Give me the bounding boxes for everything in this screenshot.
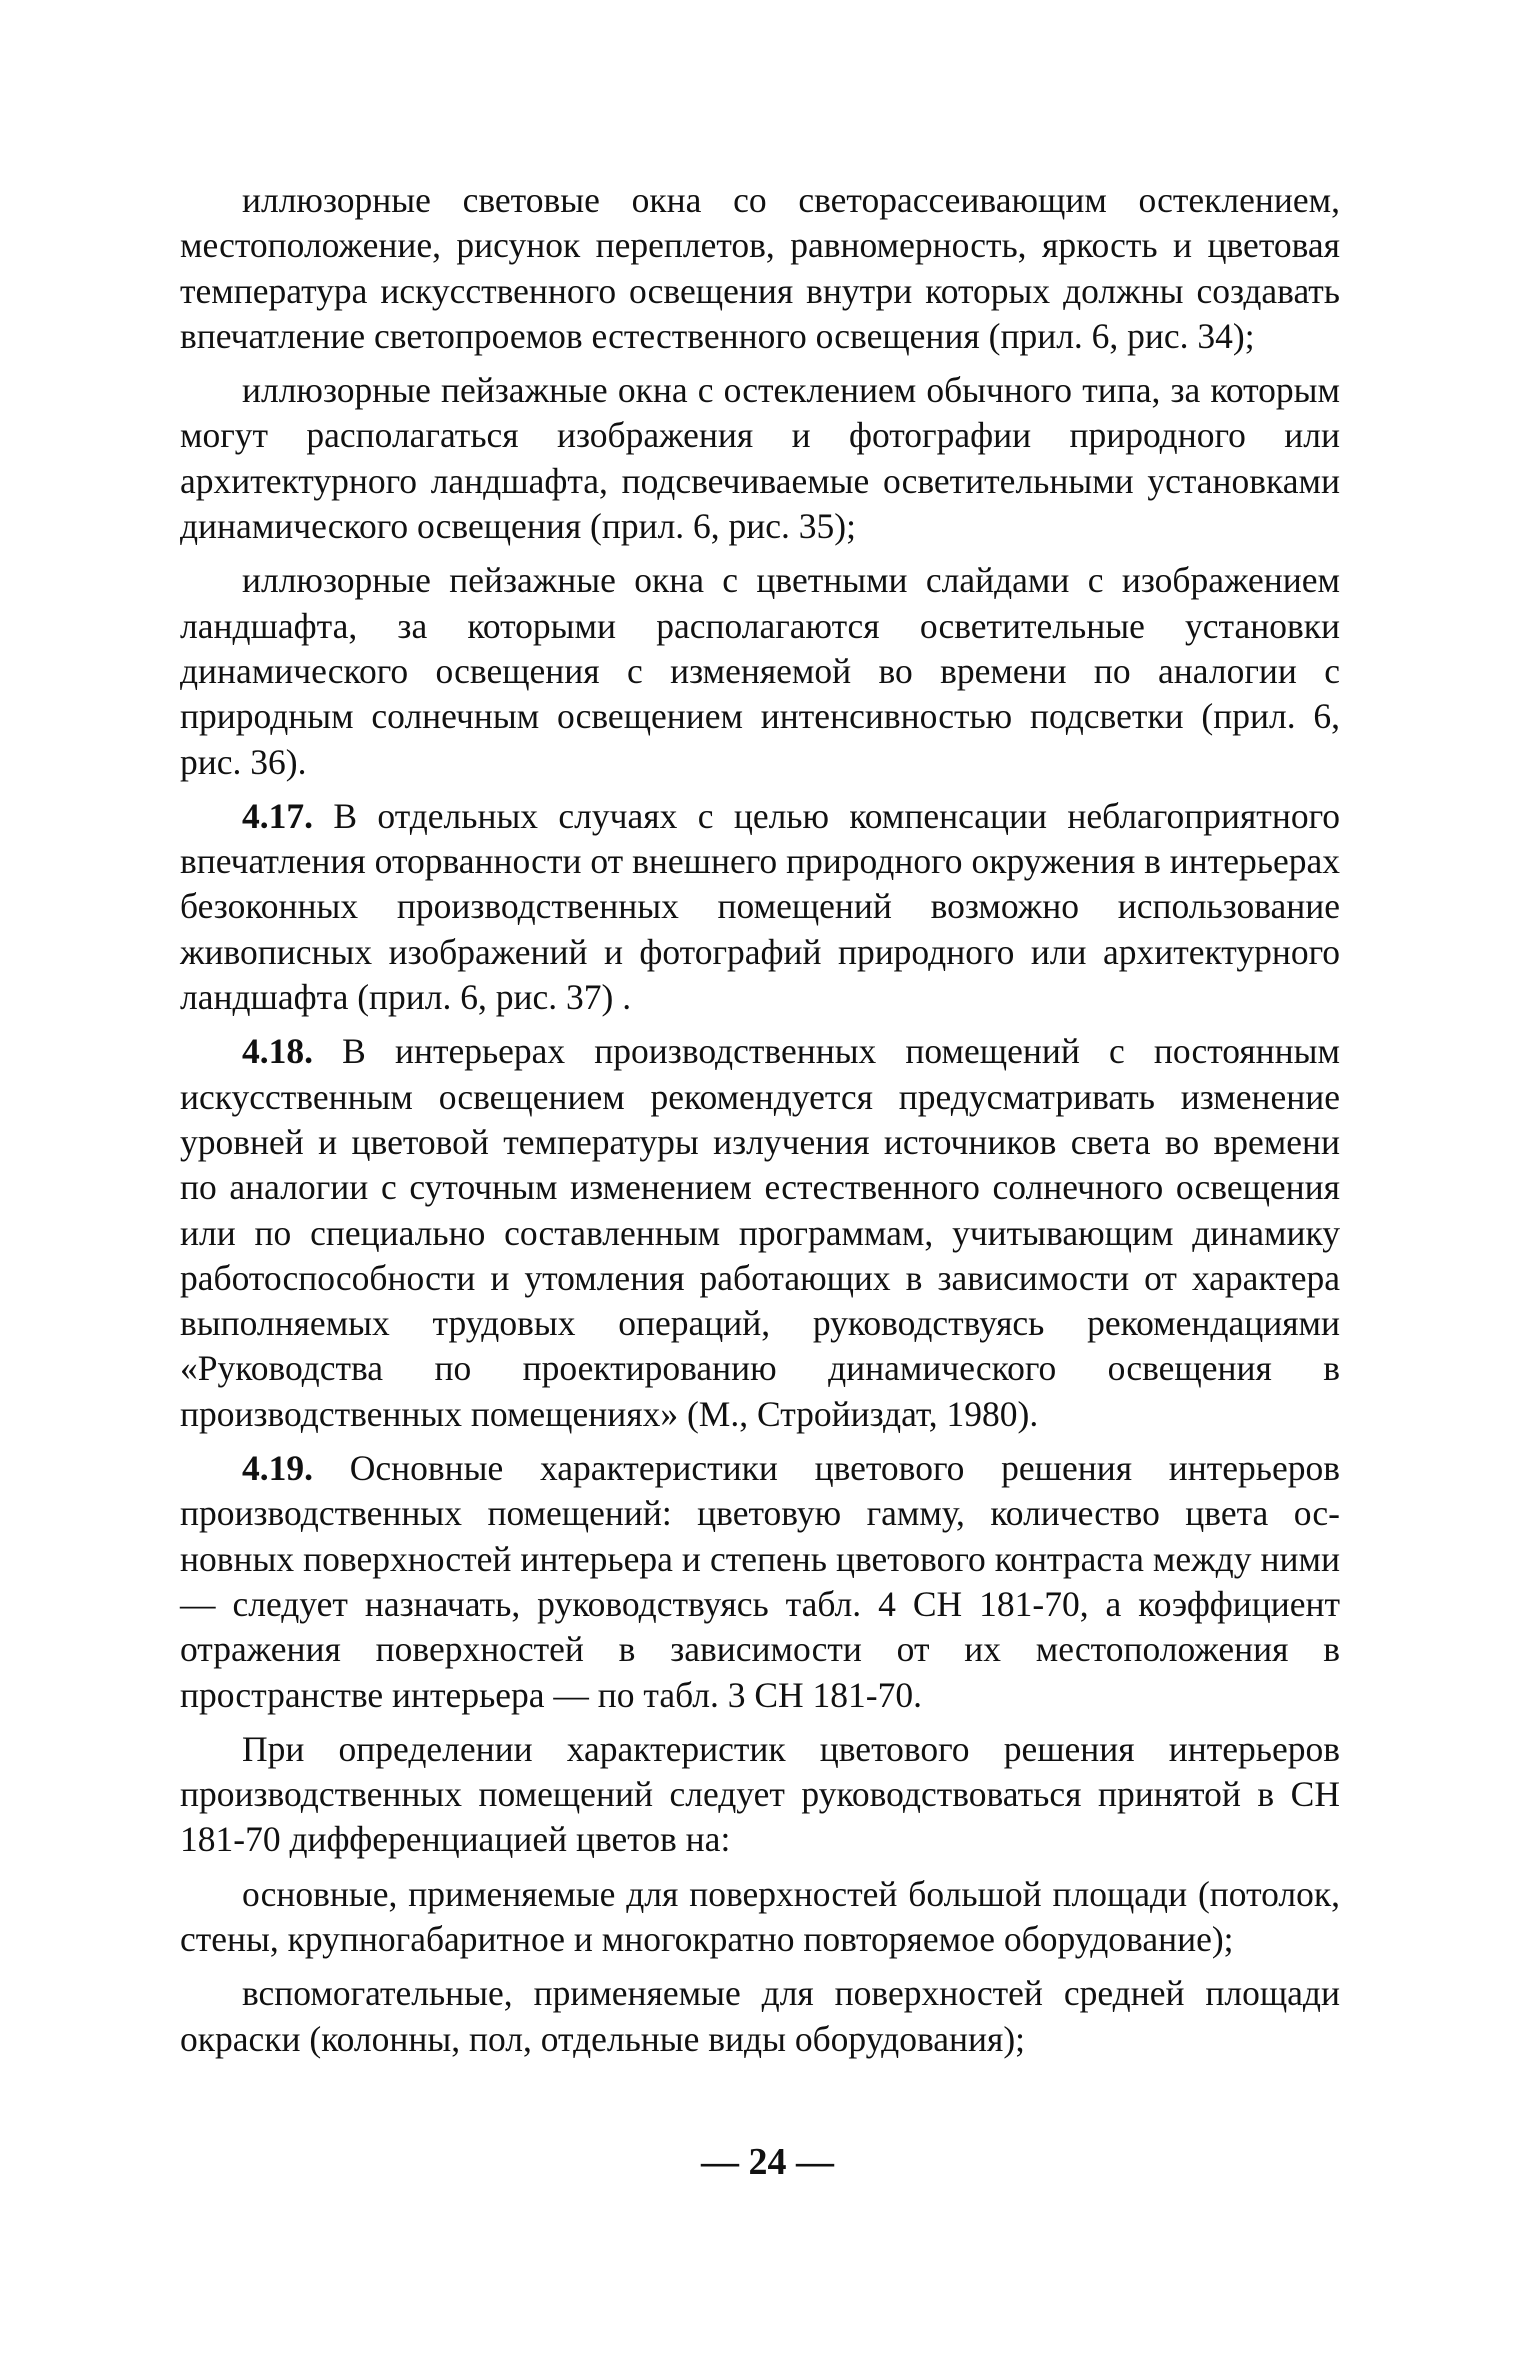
paragraph-text: При определении характеристик цветового решения интерьеров производственных помещений следует руководствоваться принятой в СН 181-70 дифференциацией цветов на: [180,1728,1340,1860]
paragraph-illusory-light-windows [180,178,1340,359]
paragraph-color-differentiation [180,1727,1340,1863]
paragraph-4-18 [180,1029,1340,1437]
page-body [180,178,1340,2071]
paragraph-text: иллюзорные пейзажные окна с цветными слайдами с изображением ландшафта, за которыми располагаются осветительные установки динамического освещения с изменяемой во времени по аналогии с природным солнечным освещением интенсивностью подсветки (прил. 6, рис. 36). [180,560,1340,782]
paragraph-illusory-landscape-windows [180,368,1340,549]
section-number: 4.17. [242,795,313,836]
section-number: 4.18. [242,1031,313,1072]
paragraph-text: иллюзорные световые окна со светорассеивающим остеклением, местоположение, рисунок переплетов, равномерность, яркость и цветовая температура искусственного освещения внутри которых должны создавать впечатление светопроемов естественного освещения (прил. 6, рис. 34); [180,180,1340,356]
paragraph-text: иллюзорные пейзажные окна с остеклением обычного типа, за которым могут располагаться изображения и фотографии природного или архитектурного ландшафта, подсвечиваемые осветительными установками динамического освещения (прил. 6, рис. 35); [180,370,1340,547]
paragraph-text: вспомогательные, применяемые для поверхностей средней площади окраски (колонны, пол, отдельные виды оборудования); [180,1973,1340,2059]
section-number: 4.19. [242,1448,313,1489]
page-number: — 24 — [701,2141,834,2183]
paragraph-auxiliary-colors [180,1971,1340,2062]
paragraph-4-19 [180,1446,1340,1718]
paragraph-text: основные, применяемые для поверхностей большой площади (потолок, стены, крупногабаритное и многократно повторяемое оборудование); [180,1873,1340,1959]
paragraph-text: В интерьерах производственных помещений с постоянным искусственным освещением рекомендуется предусматривать изменение уровней и цветовой температуры излучения источников света во времени по аналогии с суточным изменением естественного солнечного освещения или по специально составленным программам, учитывающим динамику работоспособности и утомления работающих в зависимости от характера выполняемых трудовых операций, руководствуясь рекомендациями «Руководства по проектированию динамического освещения в производственных помещениях» (М., Стройиздат, 1980). [180,1031,1340,1434]
paragraph-text: В отдельных случаях с целью компенсации неблагоприятного впечатления оторванности от внешнего природного окружения в интерьерах безоконных производственных помещений возможно использование живописных изображений и фотографий природного или архитектурного ландшафта (прил. 6, рис. 37) . [180,795,1340,1018]
paragraph-main-colors [180,1872,1340,1963]
paragraph-text: Основные характеристики цветового решения интерьеров производственных помещений: цветовую гамму, количество цвета основных поверхностей интерьера и степень цветового контраста между ними — следует назначать, руководствуясь табл. 4 СН 181-70, а коэффициент отражения поверхностей в зависимости от их местоположения в пространстве интерьера — по табл. 3 СН 181-70. [180,1448,1340,1715]
paragraph-illusory-slide-windows [180,558,1340,784]
paragraph-4-17 [180,794,1340,1020]
